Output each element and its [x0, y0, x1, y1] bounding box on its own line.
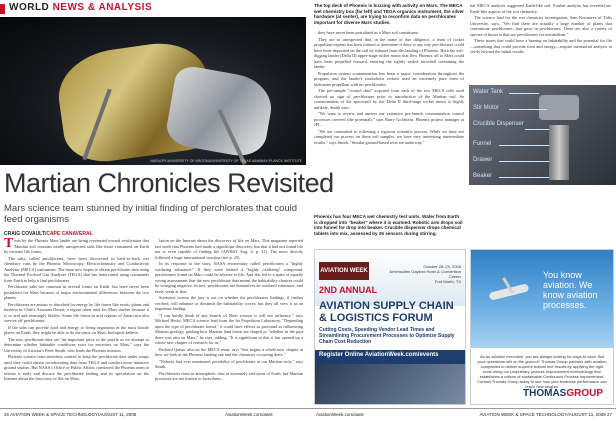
body-paragraph: they have never been postulated as a Mars soil constituent.	[318, 30, 419, 35]
body-paragraph: In its response to the story, NASA erroneously called perchlorates a "highly oxidizing substance." If they were indeed a "highly oxidizing" compound, perchlorates found on Mars could be adverse to life. And this led to a spate of equally wrong assessments that the new perchlorate data meant the habitability chances could be swinging negative. In fact, perchlorates are themselves an oxidized substance, and fairly weak at that.	[155, 261, 303, 294]
diagram-leader-line	[509, 93, 539, 94]
diagram-water-tank	[539, 95, 579, 120]
body-paragraph: Propulsion system contamination has been a major consideration throughout the program, and the lander's touchdown rockets used an extremely pure form of hydrazine propellant with no perchlorates.	[314, 70, 464, 87]
body-paragraph: Perchlorates form in atmospheric dust in extremely arid areas of Earth, but Martian processes are not known to form them.	[155, 370, 303, 381]
footer-url-right[interactable]: AviationWeek.com/awst	[316, 412, 364, 417]
body-paragraph: Richard Quinn, also on the MECA team, says "this begins a whole new chapter in how we look at the Phoenix landing site and the chemistry occurring there."	[155, 346, 303, 357]
article-column-1	[4, 238, 149, 406]
body-paragraph: The salts, called perchlorates, have been discovered in back-to-back wet chemistry runs by the Phoenix Microscopy, Electrochemistry and Conductivity Analyzer (MECA) instrument. The team now hopes to obtain perchlorate data using the Thermal Evolved Gas Analyzer (TEGA) that has been timed using commands from Earth to help it find perchlorates.	[4, 255, 149, 283]
body-paragraph: "Nobody had ever mentioned possibility of perchlorate in our Martian soils," says Smith.	[155, 358, 303, 369]
ad-forum-title: AVIATION SUPPLY CHAIN & LOGISTICS FORUM	[319, 300, 454, 324]
diagram-label: Drawer	[473, 157, 493, 163]
diagram-leader-line	[499, 177, 549, 178]
section-marker	[0, 4, 5, 14]
meca-diagram	[469, 85, 616, 185]
byline-location: CAPE CANAVERAL	[46, 231, 93, 237]
body-paragraph: Phoenix science team members wanted to keep the perchlorate data under wraps until they could obtain corroborating data from TEGA and conduct more intensive ground studies. But NASA's Office of Public Affairs convinced the Phoenix team to release it early and discuss the perchlorate finding and its speculation on the Internet about the discovery of life on Mars.	[4, 354, 149, 381]
footer-folio-left: 26 AVIATION WEEK & SPACE TECHNOLOGY/AUGUST 11, 2008	[4, 412, 137, 417]
body-paragraph: Perchlorate salts are common in several forms on Earth, but have never been postulated for Mars because of major environmental differences between the two planets.	[4, 284, 149, 300]
drop-cap: T	[4, 238, 14, 251]
diagram-label: Water Tank	[473, 89, 504, 95]
diagram-label: Beaker	[473, 173, 493, 179]
diagram-beaker-cylinder	[549, 125, 569, 180]
article-column-4	[470, 3, 612, 83]
aviation-week-logo: AVIATION WEEK	[319, 262, 369, 280]
body-paragraph: "We want to review and answer our extensive pre-launch contamination control processes covered (the potential)," says Barry Goldstein, Phoenix project manager at JPL.	[314, 111, 464, 127]
article-byline: CRAIG COVAULT/CAPE CANAVERAL	[4, 231, 93, 237]
body-paragraph: Perchlorates are anions or absorbed for energy by life forms like exotic plants and bacteria in Chile's Atacama Desert, a region often used for Mars studies because it is so arid and seemingly lifeless. Some life forms in arid regions of Antarctica also survive off perchlorates.	[4, 301, 149, 323]
body-paragraph: "We are committed to following a rigorous scientific process. While we have not completed our process on those soil samples, we have very interesting intermediate results," says Smith. "Similar ground-based tests are underway."	[314, 128, 464, 145]
ad-register-link[interactable]: Register Online AviationWeek.com/events	[319, 352, 439, 358]
section-header	[0, 0, 306, 17]
article-column-3	[314, 30, 464, 212]
section-label	[9, 2, 152, 13]
ad-annual-label: 2ND ANNUAL	[319, 285, 378, 295]
article-dek: Mars science team stunned by initial finding of perchlorates that could feed organisms	[4, 203, 298, 225]
phoenix-lander-photo	[0, 17, 306, 165]
section-label-world: WORLD	[9, 2, 50, 13]
ad-forum-subtitle: Cutting Costs, Speeding Vendor Lead Times and Streamlining Procurement Processes to Optimize Supply Chain Cost Reduction	[319, 327, 455, 345]
diagram-leader-line	[499, 145, 549, 146]
ad-slogan: You know aviation. We know aviation processes.	[543, 270, 598, 310]
body-paragraph: If the salts can provide food and energy to living organisms in the most hostile places on Earth, they might be able to do the same on Mars, biologists believe.	[4, 324, 149, 335]
diagram-label: Stir Motor	[473, 105, 500, 111]
ad-event-city: Fort Worth, TX	[434, 279, 461, 284]
body-paragraph: "I can hardly think of any branch of Mars science it will not influence," says Michael Hecht, MECA science lead from the Jet Propulsion Laboratory. "Depending upon the type of perchlorate found," it could have effects as profound as influencing Martian geology, guiding how Martian land forms are shaped or "whether in the past there was rain on Mars," he says, adding, "It is significant in that it has opened up a whole new chapter of research for us."	[155, 312, 303, 345]
diagram-leader-line	[525, 129, 549, 130]
ad-body-copy: As an aviation executive, you are always looking for ways to save. But your operations still on the ground? Thomas Group partners with aviation companies to deliver superior bottom line results by applying the right tools using our proprietary process improvement methodology that establishes a culture of sustainable Continuous Process Improvement. Contact Thomas Group today to see how your business performance can reach new heights.	[477, 354, 607, 389]
body-paragraph: tial MECA analyses suggested Earth-like soil. Further analysis has revealed un-Earth-like aspects of the soil chemistry.	[470, 3, 612, 14]
diagram-caption: Phoenix has four MECA wet chemistry test units. Water from Earth is dropped into "beaker" where it is warmed. Robotic arm drops soil into funnel for drop into beaker. Crucible dispenser drops chemical tablets into mix, assessed by 26 sensors during stirring.	[314, 214, 463, 236]
photo-credit: NASA/JPL/UNIVERSITY OF ARIZONA/UNIVERSITY OF TEXAS A&M/MAX PLANCK INSTITUTE	[150, 159, 302, 163]
body-paragraph: The new perchlorate data are "an important piece in the puzzle as we attempt to determine whether habitable conditions exist for microbes on Mars," says the University of Arizona's Peter Smith, who leads the Phoenix mission.	[4, 336, 149, 353]
body-paragraph: These issues that could have a bearing on habitability and the potential for life—something that could provide food and energy—require substantial analysis to verify beyond the initial results.	[470, 38, 612, 54]
ad-event-date: October 28–29, 2008	[423, 264, 461, 269]
article-headline: Martian Chronicles Revisited	[4, 168, 334, 198]
body-paragraph: The pre-sample "control data" acquired from each of the two MECA cells used showed no sign of perchlorates prior to introduction of the Martian soil. So contamination of the spacecraft by the Delta II third-stage rocket motor is highly unlikely, Smith says.	[314, 88, 464, 110]
diagram-label: Funnel	[473, 141, 492, 147]
article-column-2	[155, 238, 303, 406]
footer-folio-right: AVIATION WEEK & SPACE TECHNOLOGY/AUGUST 11, 2008 27	[479, 412, 612, 417]
byline-name: CRAIG COVAULT	[4, 231, 45, 237]
thomas-group-logo	[523, 388, 603, 399]
body-paragraph: They are so unexpected that, in the name of due diligence, a team of rocket propulsion experts has been formed to determine if there is any way perchlorates could have been deposited on the soil by exhaust from the landing of Phoenix. Both the soil-digging lander (Delta II) upper-stage rocket motor that flew Phoenix off to Mars could have been propelled forward, entering the rightly sealed aeroshell containing the lander.	[314, 36, 464, 69]
ad-bottom-image	[315, 364, 465, 404]
ad-event-details	[377, 264, 461, 284]
aviation-forum-ad[interactable]	[314, 249, 466, 405]
section-label-news: NEWS & ANALYSIS	[52, 2, 153, 13]
page-footer	[0, 408, 616, 421]
diagram-label: Crucible Dispenser	[473, 121, 524, 127]
brand-name-a: THOMAS	[523, 388, 567, 399]
thomas-group-ad[interactable]	[470, 249, 614, 405]
ad-event-venue: Amerisuites Gaylord Hotel & Convention Center	[389, 269, 461, 279]
brand-name-b: GROUP	[566, 388, 604, 399]
body-paragraph: lation on the Internet about the discovery of life on Mars. This magazine reported last week that Phoenix had made a significant discovery, but that it had not found life nor is even capable of finding life (AW&ST Aug. 4, p. 31). The news directly followed a huge international reaction (see p. 25).	[155, 238, 303, 260]
photo-caption: The top deck of Phoenix is buzzing with activity on Mars. The MECA wet chemistry box (far left) and TEGA organics instrument, the silver hardware (at center), are trying to reconfirm data on perchlorates important for diverse Mars studies.	[314, 3, 464, 25]
body-paragraph: Scientists concur the jury is out on whether the perchlorates findings, if further verified, will enhance or diminish the habitability scores, but they all view it as an important finding.	[155, 295, 303, 311]
body-paragraph: ests by the Phoenix Mars lander are being reoriented toward verification that Martian soil contains totally unexpected salts like those consumed on Earth by extreme life forms.	[4, 238, 149, 254]
diagram-leader-line	[509, 109, 547, 110]
diagram-leader-line	[499, 161, 549, 162]
footer-url-left[interactable]: AviationWeek.com/awst	[225, 412, 273, 417]
body-paragraph: The science lead for the wet chemistry investigation, Sam Kounaves of Tufts University, says, "We find there are actually a large number of plants that concentrate perchlorates, that grow in perchlorates. There are also a variety of species of bacteria that use perchlorates for metabolism."	[470, 15, 612, 37]
